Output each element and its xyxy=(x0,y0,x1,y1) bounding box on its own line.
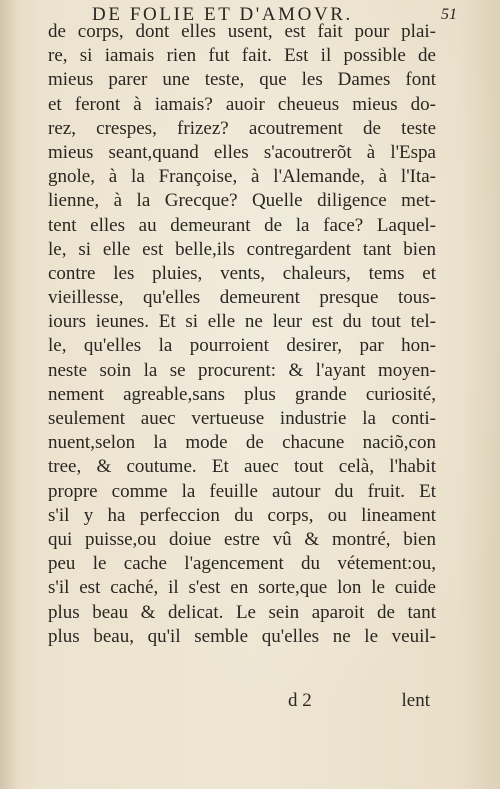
text-line: mieus parer une teste, que les Dames font xyxy=(48,69,436,91)
catchword: lent xyxy=(401,690,430,711)
text-line: tree, & coutume. Et auec tout celà, l'habit xyxy=(48,456,436,478)
text-line: neste soin la se procurent: & l'ayant moyen- xyxy=(48,359,436,381)
gutter-shadow xyxy=(0,0,18,789)
text-line: seulement auec vertueuse industrie la conti- xyxy=(48,408,436,429)
page-number: 51 xyxy=(441,6,457,23)
text-block xyxy=(48,20,436,649)
text-line: mieus seant,quand elles s'acoutrerõt à l'Espa xyxy=(48,141,436,163)
text-line: s'il est caché, il s'est en sorte,que lon le cuide xyxy=(48,577,436,599)
text-line: gnole, à la Françoise, à l'Alemande, à l'Ita- xyxy=(48,166,436,188)
text-line: re, si iamais rien fut fait. Est il possible de xyxy=(48,45,436,67)
text-line: iours ieunes. Et si elle ne leur est du tout tel- xyxy=(48,311,436,333)
text-line: contre les pluies, vents, chaleurs, tems et xyxy=(48,262,436,284)
text-line: plus beau, qu'il semble qu'elles ne le veuil- xyxy=(48,625,436,647)
text-line: le, si elle est belle,ils contregardent tant bien xyxy=(48,238,436,260)
text-line: qui puisse,ou doiue estre vû & montré, bien xyxy=(48,528,436,550)
text-line: de corps, dont elles usent, est fait pour plai- xyxy=(48,21,436,42)
text-line: tent elles au demeurant de la face? Laquel- xyxy=(48,214,436,236)
text-line: nuent,selon la mode de chacune naciõ,con xyxy=(48,432,436,454)
text-line: vieillesse, qu'elles demeurent presque tous- xyxy=(48,287,436,309)
text-line: lienne, à la Grecque? Quelle diligence met- xyxy=(48,190,436,212)
text-line: et feront à iamais? auoir cheueus mieus do- xyxy=(48,93,436,115)
text-line: rez, crespes, frizez? acoutrement de teste xyxy=(48,117,436,139)
text-line: propre comme la feuille autour du fruit. Et xyxy=(48,480,436,502)
text-line: plus beau & delicat. Le sein aparoit de tant xyxy=(48,601,436,623)
text-line: nement agreable,sans plus grande curiosité, xyxy=(48,383,436,405)
page-footer xyxy=(48,689,436,713)
signature-mark: d 2 xyxy=(288,690,312,711)
running-head: DE FOLIE ET D'AMOVR. xyxy=(92,4,353,25)
text-line: s'il y ha perfeccion du corps, ou lineament xyxy=(48,504,436,526)
text-line: le, qu'elles la pourroient desirer, par hon- xyxy=(48,335,436,357)
text-line: peu le cache l'agencement du vétement:ou, xyxy=(48,553,436,575)
